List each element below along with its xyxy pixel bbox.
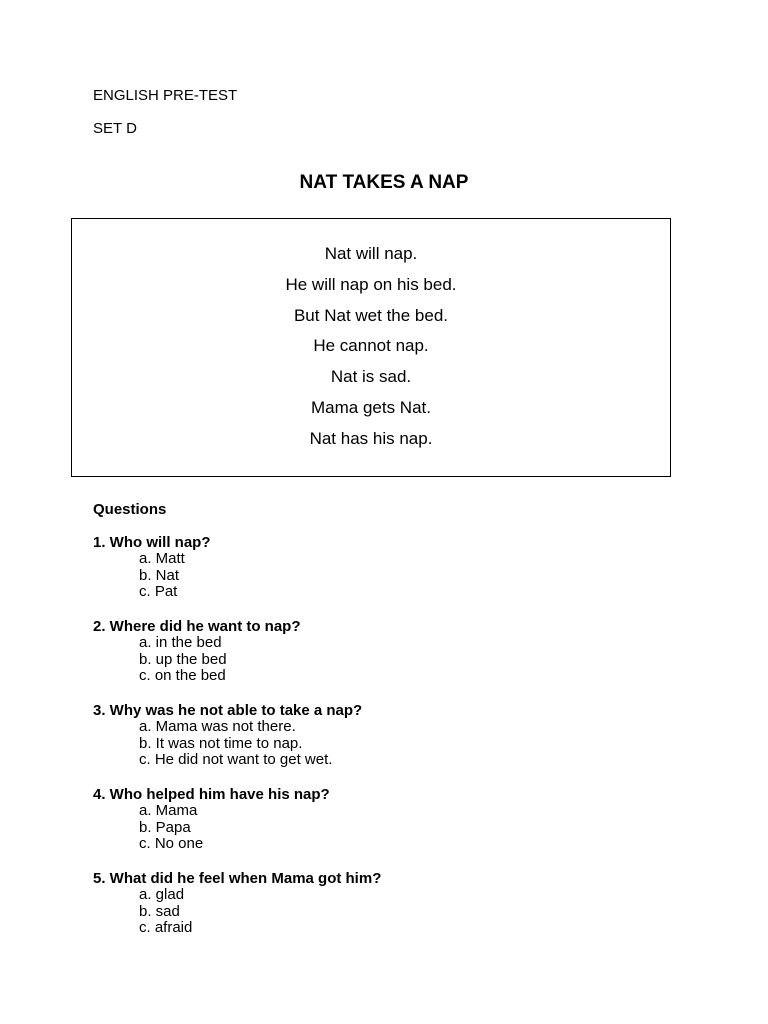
answer-option: a. in the bed [139, 634, 222, 651]
question-4 [93, 786, 693, 870]
answer-option: b. It was not time to nap. [139, 734, 303, 752]
test-set: SET D [93, 120, 137, 137]
answer-option: a. Mama was not there. [139, 718, 296, 735]
question-text: 4. Who helped him have his nap? [93, 786, 330, 803]
story-line: He cannot nap. [313, 336, 429, 356]
story-title: NAT TAKES A NAP [299, 172, 469, 193]
answer-options [93, 551, 693, 601]
answer-option: c. He did not want to get wet. [139, 751, 333, 769]
answer-options [93, 719, 693, 769]
answer-option: a. Mama [139, 802, 198, 819]
story-line: Nat has his nap. [309, 428, 433, 448]
question-text: 2. Where did he want to nap? [93, 618, 301, 635]
answer-options [93, 635, 693, 685]
answer-option: c. Pat [139, 583, 178, 601]
question-5 [93, 870, 693, 954]
question-text: 5. What did he feel when Mama got him? [93, 870, 382, 887]
test-name: ENGLISH PRE-TEST [93, 87, 238, 104]
answer-option: c. afraid [139, 919, 193, 937]
question-text: 1. Who will nap? [93, 534, 211, 551]
answer-option: c. on the bed [139, 667, 226, 685]
question-2 [93, 618, 693, 702]
answer-option: c. No one [139, 835, 204, 853]
answer-option: b. Papa [139, 818, 191, 836]
story-line: Nat will nap. [324, 244, 418, 263]
story-line: But Nat wet the bed. [293, 305, 449, 325]
story-line: Nat is sad. [330, 367, 412, 387]
answer-options [93, 887, 693, 937]
answer-option: a. glad [139, 886, 185, 903]
question-text: 3. Why was he not able to take a nap? [93, 702, 363, 719]
questions-heading: Questions [93, 501, 167, 518]
story-box [71, 218, 671, 477]
answer-options [93, 803, 693, 853]
story-lines [72, 244, 670, 460]
questions-list [93, 534, 693, 954]
answer-option: b. up the bed [139, 650, 227, 668]
answer-option: b. Nat [139, 566, 180, 584]
question-1 [93, 534, 693, 618]
story-line: He will nap on his bed. [285, 274, 457, 294]
answer-option: a. Matt [139, 550, 185, 567]
answer-option: b. sad [139, 902, 180, 920]
question-3 [93, 702, 693, 786]
story-line: Mama gets Nat. [311, 397, 431, 417]
